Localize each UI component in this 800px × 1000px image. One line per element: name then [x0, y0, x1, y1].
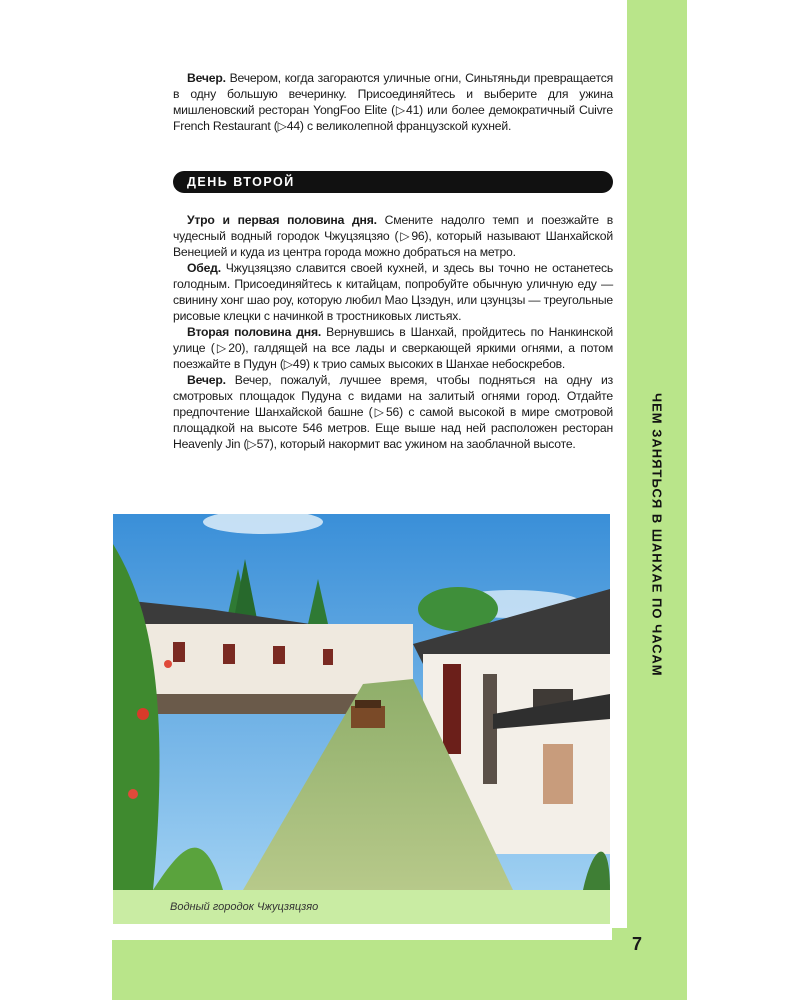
- paragraph-label: Обед.: [187, 261, 221, 275]
- day-two-text-block: [173, 212, 613, 452]
- evening-intro-block: [173, 70, 613, 134]
- photo-caption: Водный городок Чжуцзяцзяо: [170, 901, 319, 913]
- paragraph-text: Чжуцзяцзяо славится своей кухней, и здесь вы точно не останетесь голодным. Присоединяйтесь к китайцам, попробуйте обычную уличную еду — свинину хонг шао роу, которую любил Мао Цзэдун, или цзунцзы — треугольные рисовые клецки с начинкой в тростниковых листьях.: [173, 261, 613, 323]
- side-title-text: ЧЕМ ЗАНЯТЬСЯ В ШАНХАЕ ПО ЧАСАМ: [649, 393, 665, 677]
- paragraph-label: Вечер.: [187, 71, 226, 85]
- section-heading-bar: [173, 171, 613, 193]
- paragraph-evening: [173, 372, 613, 452]
- bottom-color-band: [112, 940, 687, 1000]
- paragraph-text: Вечер, пожалуй, лучшее время, чтобы подняться на одну из смотровых площадок Пудуна с видами на залитый огнями город. Отдайте предпочтение Шанхайской башне (▷56) с самой высокой в мире смотровой площадкой на высоте 546 метров. Еще выше над ней расположен ресторан Heavenly Jin (▷57), который накормит вас ужином на заоблачной высоте.: [173, 373, 613, 451]
- paragraph-label: Вечер.: [187, 373, 226, 387]
- side-running-title: [627, 393, 687, 677]
- water-town-photo: [113, 514, 610, 890]
- paragraph-afternoon: [173, 324, 613, 372]
- page-number: 7: [631, 934, 642, 954]
- water-town-illustration: [113, 514, 610, 890]
- paragraph-text: Вечером, когда загораются уличные огни, Синьтяньди превращается в одну большую вечеринку. Присоединяйтесь и выберите для ужина мишленовский ресторан YongFoo Elite (▷41) или более демократичный Cuivre French Restaurant (▷44) с великолепной французской кухней.: [173, 71, 613, 133]
- paragraph-label: Вторая половина дня.: [187, 325, 322, 339]
- section-heading: ДЕНЬ ВТОРОЙ: [187, 175, 295, 189]
- evening-intro-paragraph: [173, 70, 613, 134]
- paragraph-label: Утро и первая половина дня.: [187, 213, 377, 227]
- paragraph-lunch: [173, 260, 613, 324]
- paragraph-text: Смените надолго темп и поезжайте в чудесный водный городок Чжуцзяцзяо (▷96), который называют Шанхайской Венецией и куда из центра города можно добраться на метро.: [173, 213, 613, 259]
- paragraph-morning: [173, 212, 613, 260]
- paragraph-text: Вернувшись в Шанхай, пройдитесь по Нанкинской улице (▷20), галдящей на все лады и сверкающей яркими огнями, а потом поезжайте в Пудун (▷49) к трио самых высоких в Шанхае небоскребов.: [173, 325, 614, 371]
